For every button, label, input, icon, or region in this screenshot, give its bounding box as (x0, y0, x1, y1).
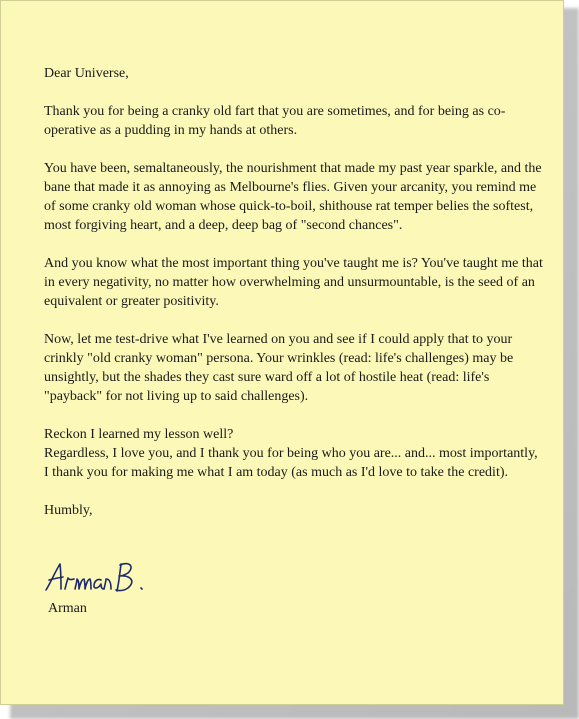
salutation: Dear Universe, (44, 66, 129, 81)
printed-name: Arman (48, 601, 87, 616)
paragraph-2: You have been, semaltaneously, the nourishment that made my past year sparkle, and the bane that made it as annoying as Melbourne's flies. Given your arcanity, you remind me of some cranky old woman whose quick-to-boil, shithouse rat temper belies the softest, most forgiving heart, and a deep, deep bag of "second chances". (44, 161, 542, 233)
closing-line-1: Reckon I learned my lesson well? (44, 427, 234, 442)
paragraph-3: And you know what the most important thing you've taught me is? You've taught me that in every negativity, no matter how overwhelming and unsurmountable, is the seed of an equivalent or greater positivity. (44, 256, 543, 309)
signoff: Humbly, (44, 503, 93, 518)
paragraph-4: Now, let me test-drive what I've learned on you and see if I could apply that to your crinkly "old cranky woman" persona. Your wrinkles (read: life's challenges) may be unsightly, but the shades they cast sure ward off a lot of hostile heat (read: life's "payback" for not living up to said challenges). (44, 332, 514, 404)
handwritten-signature (43, 560, 163, 596)
paragraph-1: Thank you for being a cranky old fart that you are sometimes, and for being as co-operative as a pudding in my hands at others. (44, 104, 506, 138)
letter-body (44, 64, 544, 539)
closing-line-2: Regardless, I love you, and I thank you for being who you are... and... most importantly, I thank you for making me what I am today (as much as I'd love to take the credit). (44, 446, 538, 480)
